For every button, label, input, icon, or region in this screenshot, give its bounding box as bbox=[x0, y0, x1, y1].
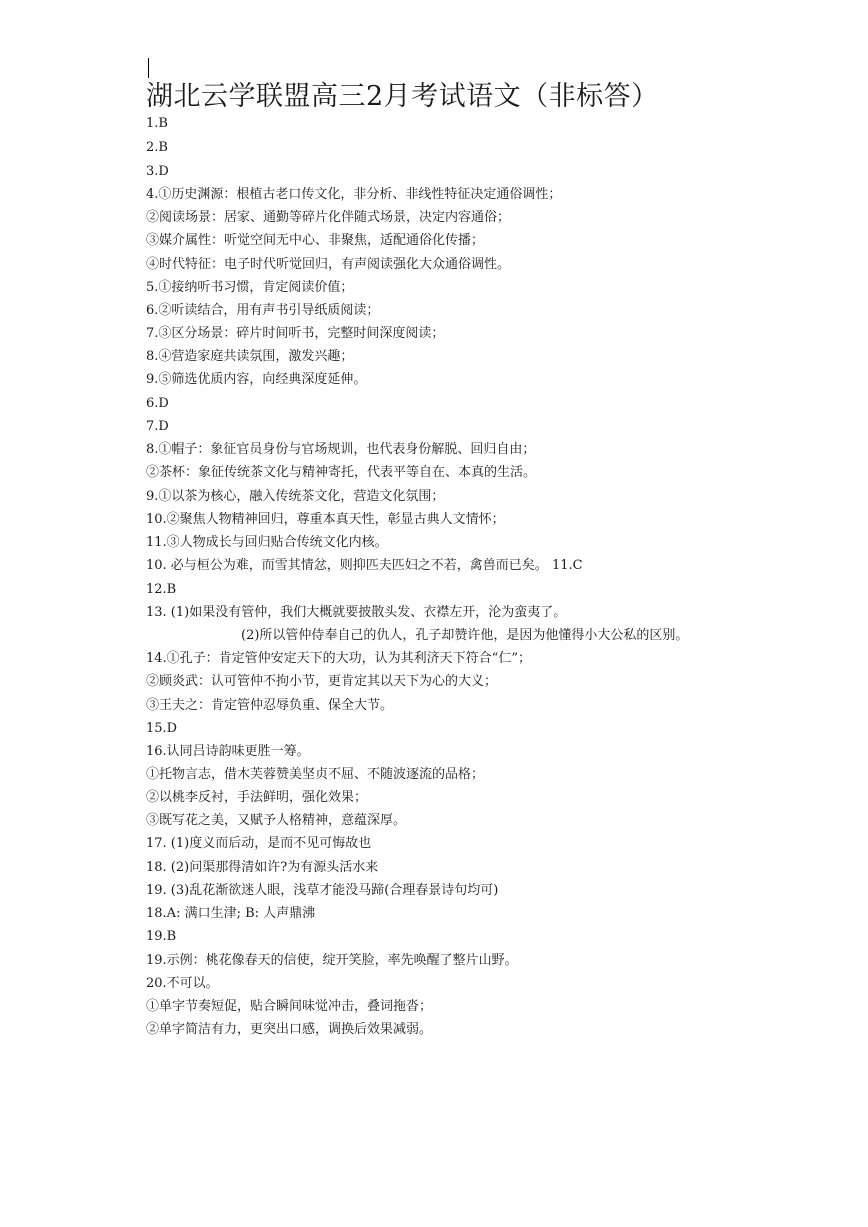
answer-line: ②阅读场景：居家、通勤等碎片化伴随式场景，决定内容通俗； bbox=[146, 210, 511, 225]
answer-line: 18. (2)问渠那得清如许?为有源头活水来 bbox=[146, 860, 379, 875]
answer-line: 8.①帽子：象征官员身份与官场规训，也代表身份解脱、回归自由； bbox=[146, 442, 536, 457]
answer-line: 18.A: 满口生津; B: 人声鼎沸 bbox=[146, 906, 316, 921]
answer-line: 9.①以茶为核心，融入传统茶文化，营造文化氛围； bbox=[146, 489, 445, 504]
answer-line: 20.不可以。 bbox=[146, 976, 219, 991]
answer-line: 14.①孔子：肯定管仲安定天下的大功，认为其利济天下符合“仁”； bbox=[146, 651, 531, 666]
answer-line: ④时代特征：电子时代听觉回归，有声阅读强化大众通俗调性。 bbox=[146, 257, 511, 272]
answer-line: 19. (3)乱花渐欲迷人眼，浅草才能没马蹄(合理春景诗句均可) bbox=[146, 883, 499, 898]
answer-line: 15.D bbox=[146, 721, 178, 736]
answer-line: 12.B bbox=[146, 582, 177, 597]
answer-line: ②顾炎武：认可管仲不拘小节，更肯定其以天下为心的大义； bbox=[146, 674, 498, 689]
answer-line: 3.D bbox=[146, 164, 169, 179]
answer-line: 9.⑤筛选优质内容，向经典深度延伸。 bbox=[146, 372, 367, 387]
answer-line: ③王夫之：肯定管仲忍辱负重、保全大节。 bbox=[146, 698, 394, 713]
answer-line: 19.B bbox=[146, 929, 177, 944]
answer-line: 8.④营造家庭共读氛围，激发兴趣； bbox=[146, 349, 354, 364]
answer-line: ①单字节奏短促，贴合瞬间味觉冲击，叠词拖沓； bbox=[146, 999, 433, 1014]
answer-line: 7.D bbox=[146, 419, 169, 434]
answer-line: 6.D bbox=[146, 396, 169, 411]
answer-line: 6.②听读结合，用有声书引导纸质阅读； bbox=[146, 303, 380, 318]
answer-line: 19.示例：桃花像春天的信使，绽开笑脸，率先唤醒了整片山野。 bbox=[146, 953, 518, 968]
answer-line: 13. (1)如果没有管仲，我们大概就要披散头发、衣襟左开，沦为蛮夷了。 bbox=[146, 605, 567, 620]
answer-line: 4.①历史渊源：根植古老口传文化，非分析、非线性特征决定通俗调性； bbox=[146, 187, 562, 202]
answer-line: ③媒介属性：听觉空间无中心、非聚焦，适配通俗化传播； bbox=[146, 233, 485, 248]
answer-line: 10. 必与桓公为难，而雪其情忿，则抑匹夫匹妇之不若，禽兽而已矣。 11.C bbox=[146, 558, 583, 573]
answer-line: ②以桃李反衬，手法鲜明，强化效果； bbox=[146, 790, 368, 805]
answer-line: 5.①接纳听书习惯，肯定阅读价值； bbox=[146, 280, 354, 295]
answer-line: 10.②聚焦人物精神回归，尊重本真天性，彰显古典人文情怀； bbox=[146, 512, 505, 527]
document-title: 湖北云学联盟高三2月考试语文（非标答） bbox=[146, 81, 659, 112]
answer-line: ①托物言志，借木芙蓉赞美坚贞不屈、不随波逐流的品格； bbox=[146, 767, 485, 782]
answer-line: ②茶杯：象征传统茶文化与精神寄托，代表平等自在、本真的生活。 bbox=[146, 465, 537, 480]
answer-line: (2)所以管仲侍奉自己的仇人，孔子却赞许他，是因为他懂得小大公私的区别。 bbox=[241, 628, 689, 643]
answer-line: 16.认同吕诗韵味更胜一筹。 bbox=[146, 744, 310, 759]
answer-line: ②单字简洁有力，更突出口感，调换后效果减弱。 bbox=[146, 1022, 433, 1037]
answer-line: 17. (1)度义而后动，是而不见可悔故也 bbox=[146, 836, 372, 851]
answer-line: 2.B bbox=[146, 140, 168, 155]
text-cursor bbox=[148, 58, 149, 78]
answer-line: 1.B bbox=[146, 116, 168, 131]
answer-line: ③既写花之美，又赋予人格精神，意蕴深厚。 bbox=[146, 813, 407, 828]
answer-line: 11.③人物成长与回归贴合传统文化内核。 bbox=[146, 535, 388, 550]
answer-line: 7.③区分场景：碎片时间听书，完整时间深度阅读； bbox=[146, 326, 445, 341]
